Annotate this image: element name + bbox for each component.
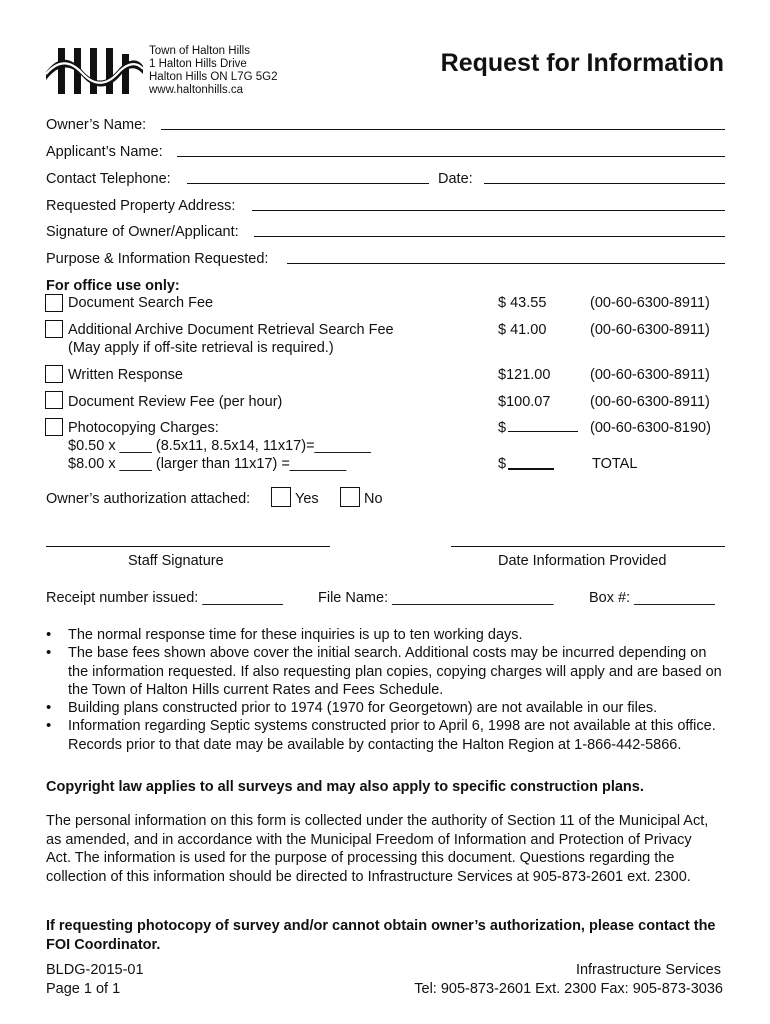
date-field[interactable] — [484, 183, 725, 184]
copy-rate-line2: $8.00 x ____ (larger than 11x17) =_______ — [68, 456, 347, 472]
foi-notice: If requesting photocopy of survey and/or cannot obtain owner’s authorization, please contact the FOI Coordinator. — [46, 918, 716, 953]
file-name-label: File Name: ____________________ — [318, 590, 554, 606]
document-search-fee-amount: $ 43.55 — [498, 295, 547, 311]
purpose-field[interactable] — [287, 263, 725, 264]
property-address-field[interactable] — [252, 210, 725, 211]
written-response-checkbox[interactable] — [45, 365, 63, 383]
archive-retrieval-fee-label: Additional Archive Document Retrieval Search Fee — [68, 322, 394, 338]
total-field[interactable] — [508, 468, 554, 470]
office-use-heading: For office use only: — [46, 278, 180, 294]
applicant-name-label: Applicant’s Name: — [46, 144, 163, 160]
org-name: Town of Halton Hills — [149, 45, 250, 57]
total-dollar: $ — [498, 456, 507, 472]
photocopying-charges-label: Photocopying Charges: — [68, 420, 219, 436]
total-label: TOTAL — [592, 456, 638, 472]
document-search-fee-checkbox[interactable] — [45, 294, 63, 312]
authorization-yes-checkbox[interactable] — [271, 487, 291, 507]
notes-list — [46, 626, 726, 754]
archive-retrieval-fee-code: (00-60-6300-8911) — [590, 322, 710, 338]
photocopying-charges-checkbox[interactable] — [45, 418, 63, 436]
authorization-no-label: No — [364, 491, 383, 507]
form-code: BLDG-2015-01 — [46, 962, 144, 978]
signature-label: Signature of Owner/Applicant: — [46, 224, 239, 240]
form-title: Request for Information — [440, 49, 724, 77]
photocopying-charges-code: (00-60-6300-8190) — [590, 420, 711, 436]
document-review-fee-amount: $100.07 — [498, 394, 551, 410]
document-search-fee-label: Document Search Fee — [68, 295, 214, 311]
signature-field[interactable] — [254, 236, 725, 237]
written-response-amount: $121.00 — [498, 367, 551, 383]
privacy-statement: The personal information on this form is collected under the authority of Section 11 of the Municipal Act, as amended, and in accordance with the Municipal Freedom of Information and Protection of Privacy Act. The information is used for the purpose of processing this document. Questions regarding the collection of this information should be directed to Infrastructure Services at 905-873-2601 ext. 2300. — [46, 813, 709, 885]
org-address-line1: 1 Halton Hills Drive — [149, 58, 247, 70]
department-contact: Tel: 905-873-2601 Ext. 2300 Fax: 905-873-3036 — [414, 981, 723, 997]
owner-name-label: Owner’s Name: — [46, 117, 147, 133]
note-response-time: • The normal response time for these inquiries is up to ten working days. — [46, 626, 726, 644]
note-base-fees: • The base fees shown above cover the initial search. Additional costs may be incurred depending on the information requested. If also requesting plan copies, copying charges will apply and are based on the Town of Halton Hills current Rates and Fees Schedule. — [46, 644, 726, 699]
written-response-code: (00-60-6300-8911) — [590, 367, 710, 383]
document-review-fee-checkbox[interactable] — [45, 391, 63, 409]
town-logo — [44, 44, 144, 98]
applicant-name-field[interactable] — [177, 156, 725, 157]
authorization-no-checkbox[interactable] — [340, 487, 360, 507]
photocopying-charges-amount: $ — [498, 420, 507, 436]
copy-rate-line1: $0.50 x ____ (8.5x11, 8.5x14, 11x17)=_______ — [68, 438, 371, 454]
page-number: Page 1 of 1 — [46, 981, 121, 997]
archive-retrieval-fee-amount: $ 41.00 — [498, 322, 547, 338]
copyright-notice: Copyright law applies to all surveys and may also apply to specific construction plans. — [46, 779, 644, 795]
archive-retrieval-fee-note: (May apply if off-site retrieval is required.) — [68, 340, 334, 356]
staff-signature-line[interactable] — [46, 546, 330, 547]
date-provided-line[interactable] — [451, 546, 725, 547]
contact-telephone-label: Contact Telephone: — [46, 171, 171, 187]
org-address-line2: Halton Hills ON L7G 5G2 — [149, 71, 278, 83]
property-address-label: Requested Property Address: — [46, 198, 236, 214]
contact-telephone-field[interactable] — [187, 183, 429, 184]
photocopying-charges-field[interactable] — [508, 431, 578, 432]
date-provided-label: Date Information Provided — [498, 553, 667, 569]
document-review-fee-label: Document Review Fee (per hour) — [68, 394, 283, 410]
owner-name-field[interactable] — [161, 129, 725, 130]
date-label: Date: — [438, 171, 473, 187]
org-website: www.haltonhills.ca — [149, 84, 243, 96]
note-building-plans: • Building plans constructed prior to 1974 (1970 for Georgetown) are not available in our files. — [46, 699, 726, 717]
staff-signature-label: Staff Signature — [128, 553, 224, 569]
document-search-fee-code: (00-60-6300-8911) — [590, 295, 710, 311]
archive-retrieval-fee-checkbox[interactable] — [45, 320, 63, 338]
purpose-label: Purpose & Information Requested: — [46, 251, 269, 267]
written-response-label: Written Response — [68, 367, 183, 383]
note-septic-systems: • Information regarding Septic systems constructed prior to April 6, 1998 are not available at this office. Records prior to that date may be available by contacting the Halton Region at 1-866-442-5866. — [46, 717, 726, 754]
authorization-yes-label: Yes — [295, 491, 319, 507]
halton-hills-logo-icon — [44, 44, 144, 98]
authorization-label: Owner’s authorization attached: — [46, 491, 251, 507]
department-name: Infrastructure Services — [575, 962, 721, 978]
document-review-fee-code: (00-60-6300-8911) — [590, 394, 710, 410]
box-number-label: Box #: __________ — [589, 590, 715, 606]
receipt-number-label: Receipt number issued: __________ — [46, 590, 283, 606]
